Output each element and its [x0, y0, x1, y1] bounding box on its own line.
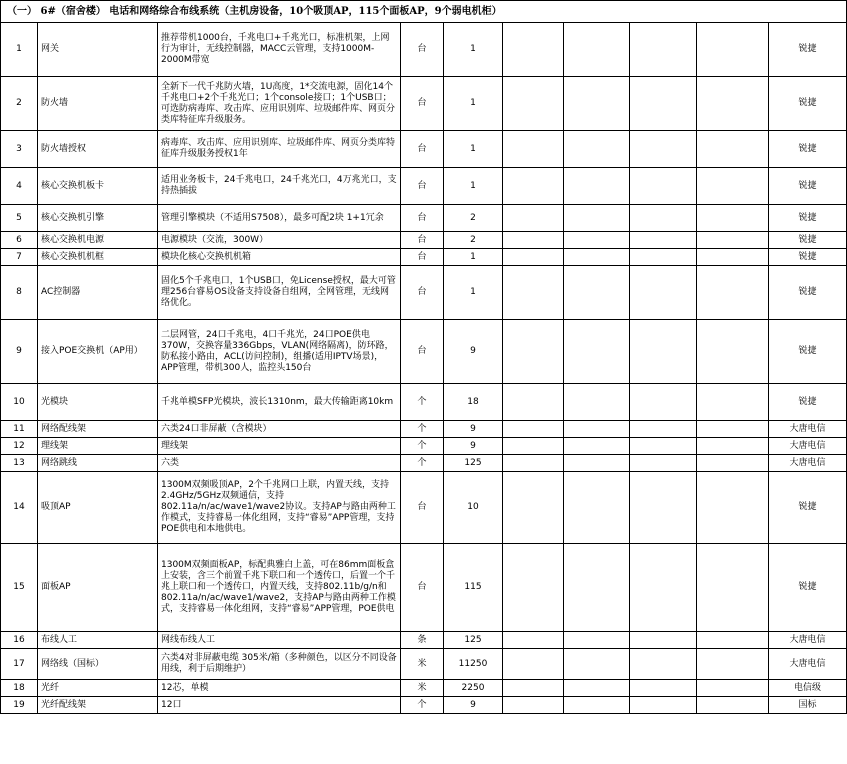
- item-brand[interactable]: 大唐电信: [769, 438, 847, 455]
- item-qty[interactable]: 2250: [444, 680, 503, 697]
- row-number[interactable]: 4: [1, 168, 38, 205]
- item-unit[interactable]: 台: [401, 320, 444, 384]
- row-number[interactable]: 6: [1, 232, 38, 249]
- item-unit[interactable]: 台: [401, 232, 444, 249]
- blank-cell[interactable]: [630, 205, 697, 232]
- blank-cell[interactable]: [503, 421, 564, 438]
- item-unit[interactable]: 台: [401, 23, 444, 77]
- blank-cell[interactable]: [503, 131, 564, 168]
- blank-cell[interactable]: [630, 131, 697, 168]
- blank-cell[interactable]: [630, 438, 697, 455]
- item-qty[interactable]: 1: [444, 266, 503, 320]
- item-qty[interactable]: 125: [444, 632, 503, 649]
- item-spec[interactable]: 病毒库、攻击库、应用识别库、垃圾邮件库、网页分类库特征库升级服务授权1年: [158, 131, 401, 168]
- blank-cell[interactable]: [503, 266, 564, 320]
- item-brand[interactable]: 大唐电信: [769, 421, 847, 438]
- blank-cell[interactable]: [564, 680, 630, 697]
- table-row: [1, 438, 847, 455]
- blank-cell[interactable]: [630, 384, 697, 421]
- blank-cell[interactable]: [630, 232, 697, 249]
- item-brand[interactable]: 锐捷: [769, 266, 847, 320]
- row-number[interactable]: 11: [1, 421, 38, 438]
- item-brand[interactable]: 电信级: [769, 680, 847, 697]
- blank-cell[interactable]: [630, 168, 697, 205]
- item-unit[interactable]: 台: [401, 266, 444, 320]
- blank-cell[interactable]: [503, 632, 564, 649]
- item-qty[interactable]: 2: [444, 205, 503, 232]
- blank-cell[interactable]: [564, 77, 630, 131]
- table-row: [1, 544, 847, 632]
- item-name[interactable]: 核心交换机板卡: [38, 168, 158, 205]
- item-spec[interactable]: 适用业务板卡，24千兆电口，24千兆光口，4万兆光口，支持热插拔: [158, 168, 401, 205]
- blank-cell[interactable]: [564, 697, 630, 714]
- blank-cell[interactable]: [630, 680, 697, 697]
- item-brand[interactable]: 锐捷: [769, 131, 847, 168]
- blank-cell[interactable]: [564, 232, 630, 249]
- table-row: [1, 421, 847, 438]
- item-unit[interactable]: 个: [401, 697, 444, 714]
- item-unit[interactable]: 台: [401, 472, 444, 544]
- item-spec[interactable]: 六类24口非屏蔽（含模块）: [158, 421, 401, 438]
- item-name[interactable]: 吸顶AP: [38, 472, 158, 544]
- table-row: [1, 697, 847, 714]
- item-spec[interactable]: 电源模块（交流，300W）: [158, 232, 401, 249]
- blank-cell[interactable]: [630, 632, 697, 649]
- blank-cell[interactable]: [503, 77, 564, 131]
- item-name[interactable]: 理线架: [38, 438, 158, 455]
- row-number[interactable]: 12: [1, 438, 38, 455]
- table-row: [1, 455, 847, 472]
- blank-cell[interactable]: [503, 168, 564, 205]
- row-number[interactable]: 9: [1, 320, 38, 384]
- item-spec[interactable]: 千兆单模SFP光模块，波长1310nm，最大传输距离10km: [158, 384, 401, 421]
- blank-cell[interactable]: [630, 77, 697, 131]
- blank-cell[interactable]: [564, 23, 630, 77]
- blank-cell[interactable]: [503, 205, 564, 232]
- row-number[interactable]: 16: [1, 632, 38, 649]
- blank-cell[interactable]: [564, 421, 630, 438]
- item-name[interactable]: 布线人工: [38, 632, 158, 649]
- item-qty[interactable]: 2: [444, 232, 503, 249]
- table-row: [1, 384, 847, 421]
- blank-cell[interactable]: [564, 131, 630, 168]
- table-row: [1, 23, 847, 77]
- blank-cell[interactable]: [697, 680, 769, 697]
- blank-cell[interactable]: [697, 77, 769, 131]
- blank-cell[interactable]: [630, 249, 697, 266]
- row-number[interactable]: 19: [1, 697, 38, 714]
- item-name[interactable]: AC控制器: [38, 266, 158, 320]
- item-qty[interactable]: 18: [444, 384, 503, 421]
- blank-cell[interactable]: [697, 697, 769, 714]
- item-spec[interactable]: 1300M双频吸顶AP，2个千兆网口上联，内置天线，支持2.4GHz/5GHz双频通信，支持802.11a/n/ac/wave1/wave2协议。支持AP与路由两种工作模式，支持睿易一体化组网，支持“睿易”APP管理，支持POE供电和本地供电。: [158, 472, 401, 544]
- blank-cell[interactable]: [564, 320, 630, 384]
- blank-cell[interactable]: [503, 680, 564, 697]
- row-number[interactable]: 5: [1, 205, 38, 232]
- item-unit[interactable]: 米: [401, 680, 444, 697]
- item-qty[interactable]: 1: [444, 131, 503, 168]
- blank-cell[interactable]: [697, 649, 769, 680]
- blank-cell[interactable]: [503, 697, 564, 714]
- blank-cell[interactable]: [697, 384, 769, 421]
- blank-cell[interactable]: [564, 455, 630, 472]
- item-unit[interactable]: 台: [401, 249, 444, 266]
- item-qty[interactable]: 1: [444, 168, 503, 205]
- row-number[interactable]: 10: [1, 384, 38, 421]
- item-name[interactable]: 网络线（国标）: [38, 649, 158, 680]
- blank-cell[interactable]: [503, 472, 564, 544]
- item-brand[interactable]: 锐捷: [769, 232, 847, 249]
- blank-cell[interactable]: [697, 544, 769, 632]
- blank-cell[interactable]: [697, 455, 769, 472]
- item-qty[interactable]: 9: [444, 320, 503, 384]
- item-qty[interactable]: 9: [444, 697, 503, 714]
- row-number[interactable]: 18: [1, 680, 38, 697]
- blank-cell[interactable]: [630, 697, 697, 714]
- table-row: [1, 649, 847, 680]
- item-brand[interactable]: 锐捷: [769, 544, 847, 632]
- blank-cell[interactable]: [564, 472, 630, 544]
- item-spec[interactable]: 六类4对非屏蔽电缆 305米/箱（多种颜色，以区分不同设备用线，利于后期维护）: [158, 649, 401, 680]
- item-unit[interactable]: 个: [401, 421, 444, 438]
- item-brand[interactable]: 锐捷: [769, 384, 847, 421]
- blank-cell[interactable]: [630, 266, 697, 320]
- blank-cell[interactable]: [503, 23, 564, 77]
- item-spec[interactable]: 理线架: [158, 438, 401, 455]
- item-spec[interactable]: 模块化核心交换机机箱: [158, 249, 401, 266]
- blank-cell[interactable]: [564, 249, 630, 266]
- item-spec[interactable]: 全新下一代千兆防火墙，1U高度，1*交流电源，固化14个千兆电口+2个千兆光口；1个console接口；1个USB口；可选防病毒库、攻击库、应用识别库、垃圾邮件库、网页分类库特征库升级服务。: [158, 77, 401, 131]
- item-qty[interactable]: 9: [444, 438, 503, 455]
- item-spec[interactable]: 1300M双频面板AP，标配典雅白上盖，可在86mm面板盒上安装，含三个前置千兆下联口和一个透传口，后置一个千兆上联口和一个透传口，内置天线，支持802.11b/g/n和802.11a/n/ac/wave1/wave2，支持AP与路由两种工作模式，支持睿易一体化组网，支持“睿易”APP管理，POE供电: [158, 544, 401, 632]
- item-name[interactable]: 防火墙: [38, 77, 158, 131]
- blank-cell[interactable]: [503, 544, 564, 632]
- section-title-row: [1, 1, 847, 23]
- item-name[interactable]: 网关: [38, 23, 158, 77]
- row-number[interactable]: 1: [1, 23, 38, 77]
- blank-cell[interactable]: [697, 438, 769, 455]
- item-qty[interactable]: 125: [444, 455, 503, 472]
- item-brand[interactable]: 锐捷: [769, 472, 847, 544]
- blank-cell[interactable]: [564, 649, 630, 680]
- item-unit[interactable]: 米: [401, 649, 444, 680]
- blank-cell[interactable]: [697, 249, 769, 266]
- item-name[interactable]: 核心交换机电源: [38, 232, 158, 249]
- item-brand[interactable]: 锐捷: [769, 23, 847, 77]
- row-number[interactable]: 17: [1, 649, 38, 680]
- item-unit[interactable]: 台: [401, 77, 444, 131]
- row-number[interactable]: 8: [1, 266, 38, 320]
- item-spec[interactable]: 12芯，单模: [158, 680, 401, 697]
- blank-cell[interactable]: [564, 384, 630, 421]
- blank-cell[interactable]: [697, 131, 769, 168]
- item-name[interactable]: 防火墙授权: [38, 131, 158, 168]
- item-name[interactable]: 接入POE交换机（AP用）: [38, 320, 158, 384]
- item-qty[interactable]: 1: [444, 77, 503, 131]
- item-qty[interactable]: 115: [444, 544, 503, 632]
- blank-cell[interactable]: [503, 455, 564, 472]
- item-brand[interactable]: 国标: [769, 697, 847, 714]
- item-spec[interactable]: 二层网管，24口千兆电，4口千兆光，24口POE供电370W，交换容量336Gbps，VLAN(网络隔离)，防环路，防私接小路由，ACL(访问控制)，组播(适用IPTV场景)，APP管理，带机300人，监控头150台: [158, 320, 401, 384]
- item-spec[interactable]: 12口: [158, 697, 401, 714]
- table-row: [1, 472, 847, 544]
- item-name[interactable]: 网络配线架: [38, 421, 158, 438]
- item-brand[interactable]: 锐捷: [769, 249, 847, 266]
- blank-cell[interactable]: [564, 438, 630, 455]
- item-brand[interactable]: 锐捷: [769, 320, 847, 384]
- item-qty[interactable]: 9: [444, 421, 503, 438]
- item-brand[interactable]: 锐捷: [769, 205, 847, 232]
- blank-cell[interactable]: [503, 649, 564, 680]
- table-row: [1, 320, 847, 384]
- item-spec[interactable]: 固化5个千兆电口，1个USB口，免License授权，最大可管理256台睿易OS设备支持设备自组网，全网管理，无线网络优化。: [158, 266, 401, 320]
- table-row: [1, 232, 847, 249]
- blank-cell[interactable]: [630, 320, 697, 384]
- item-unit[interactable]: 台: [401, 544, 444, 632]
- row-number[interactable]: 14: [1, 472, 38, 544]
- item-unit[interactable]: 条: [401, 632, 444, 649]
- item-unit[interactable]: 台: [401, 168, 444, 205]
- item-qty[interactable]: 1: [444, 23, 503, 77]
- item-name[interactable]: 网络跳线: [38, 455, 158, 472]
- blank-cell[interactable]: [564, 266, 630, 320]
- item-qty[interactable]: 11250: [444, 649, 503, 680]
- row-number[interactable]: 13: [1, 455, 38, 472]
- row-number[interactable]: 3: [1, 131, 38, 168]
- blank-cell[interactable]: [564, 205, 630, 232]
- item-unit[interactable]: 个: [401, 438, 444, 455]
- blank-cell[interactable]: [630, 472, 697, 544]
- table-row: [1, 205, 847, 232]
- table-row: [1, 680, 847, 697]
- blank-cell[interactable]: [630, 649, 697, 680]
- table-row: [1, 131, 847, 168]
- row-number[interactable]: 7: [1, 249, 38, 266]
- item-unit[interactable]: 台: [401, 205, 444, 232]
- item-name[interactable]: 面板AP: [38, 544, 158, 632]
- blank-cell[interactable]: [503, 320, 564, 384]
- section-title[interactable]: （一） 6#（宿舍楼） 电话和网络综合布线系统（主机房设备，10个吸顶AP，115个面板AP，9个弱电机柜）: [1, 1, 847, 23]
- item-spec[interactable]: 管理引擎模块（不适用S7508），最多可配2块 1+1冗余: [158, 205, 401, 232]
- blank-cell[interactable]: [630, 421, 697, 438]
- blank-cell[interactable]: [630, 23, 697, 77]
- row-number[interactable]: 15: [1, 544, 38, 632]
- blank-cell[interactable]: [697, 320, 769, 384]
- item-name[interactable]: 光纤配线架: [38, 697, 158, 714]
- item-spec[interactable]: 六类: [158, 455, 401, 472]
- item-unit[interactable]: 个: [401, 384, 444, 421]
- blank-cell[interactable]: [630, 544, 697, 632]
- blank-cell[interactable]: [697, 232, 769, 249]
- item-brand[interactable]: 大唐电信: [769, 649, 847, 680]
- blank-cell[interactable]: [697, 266, 769, 320]
- item-brand[interactable]: 锐捷: [769, 77, 847, 131]
- table-row: [1, 266, 847, 320]
- item-brand[interactable]: 大唐电信: [769, 455, 847, 472]
- blank-cell[interactable]: [564, 168, 630, 205]
- table-row: [1, 168, 847, 205]
- blank-cell[interactable]: [503, 384, 564, 421]
- item-spec[interactable]: 网线布线人工: [158, 632, 401, 649]
- table-row: [1, 77, 847, 131]
- item-name[interactable]: 核心交换机机框: [38, 249, 158, 266]
- table-row: [1, 249, 847, 266]
- item-name[interactable]: 光模块: [38, 384, 158, 421]
- blank-cell[interactable]: [697, 205, 769, 232]
- blank-cell[interactable]: [564, 632, 630, 649]
- blank-cell[interactable]: [697, 421, 769, 438]
- blank-cell[interactable]: [503, 232, 564, 249]
- item-name[interactable]: 光纤: [38, 680, 158, 697]
- table-row: [1, 632, 847, 649]
- item-brand[interactable]: 锐捷: [769, 168, 847, 205]
- item-spec[interactable]: 推荐带机1000台，千兆电口+千兆光口，标准机架，上网行为审计，无线控制器，MACC云管理，支持1000M-2000M带宽: [158, 23, 401, 77]
- blank-cell[interactable]: [697, 472, 769, 544]
- item-unit[interactable]: 台: [401, 131, 444, 168]
- blank-cell[interactable]: [564, 544, 630, 632]
- blank-cell[interactable]: [697, 23, 769, 77]
- blank-cell[interactable]: [697, 168, 769, 205]
- blank-cell[interactable]: [503, 249, 564, 266]
- blank-cell[interactable]: [503, 438, 564, 455]
- blank-cell[interactable]: [630, 455, 697, 472]
- item-unit[interactable]: 个: [401, 455, 444, 472]
- item-qty[interactable]: 10: [444, 472, 503, 544]
- row-number[interactable]: 2: [1, 77, 38, 131]
- item-qty[interactable]: 1: [444, 249, 503, 266]
- item-name[interactable]: 核心交换机引擎: [38, 205, 158, 232]
- item-brand[interactable]: 大唐电信: [769, 632, 847, 649]
- blank-cell[interactable]: [697, 632, 769, 649]
